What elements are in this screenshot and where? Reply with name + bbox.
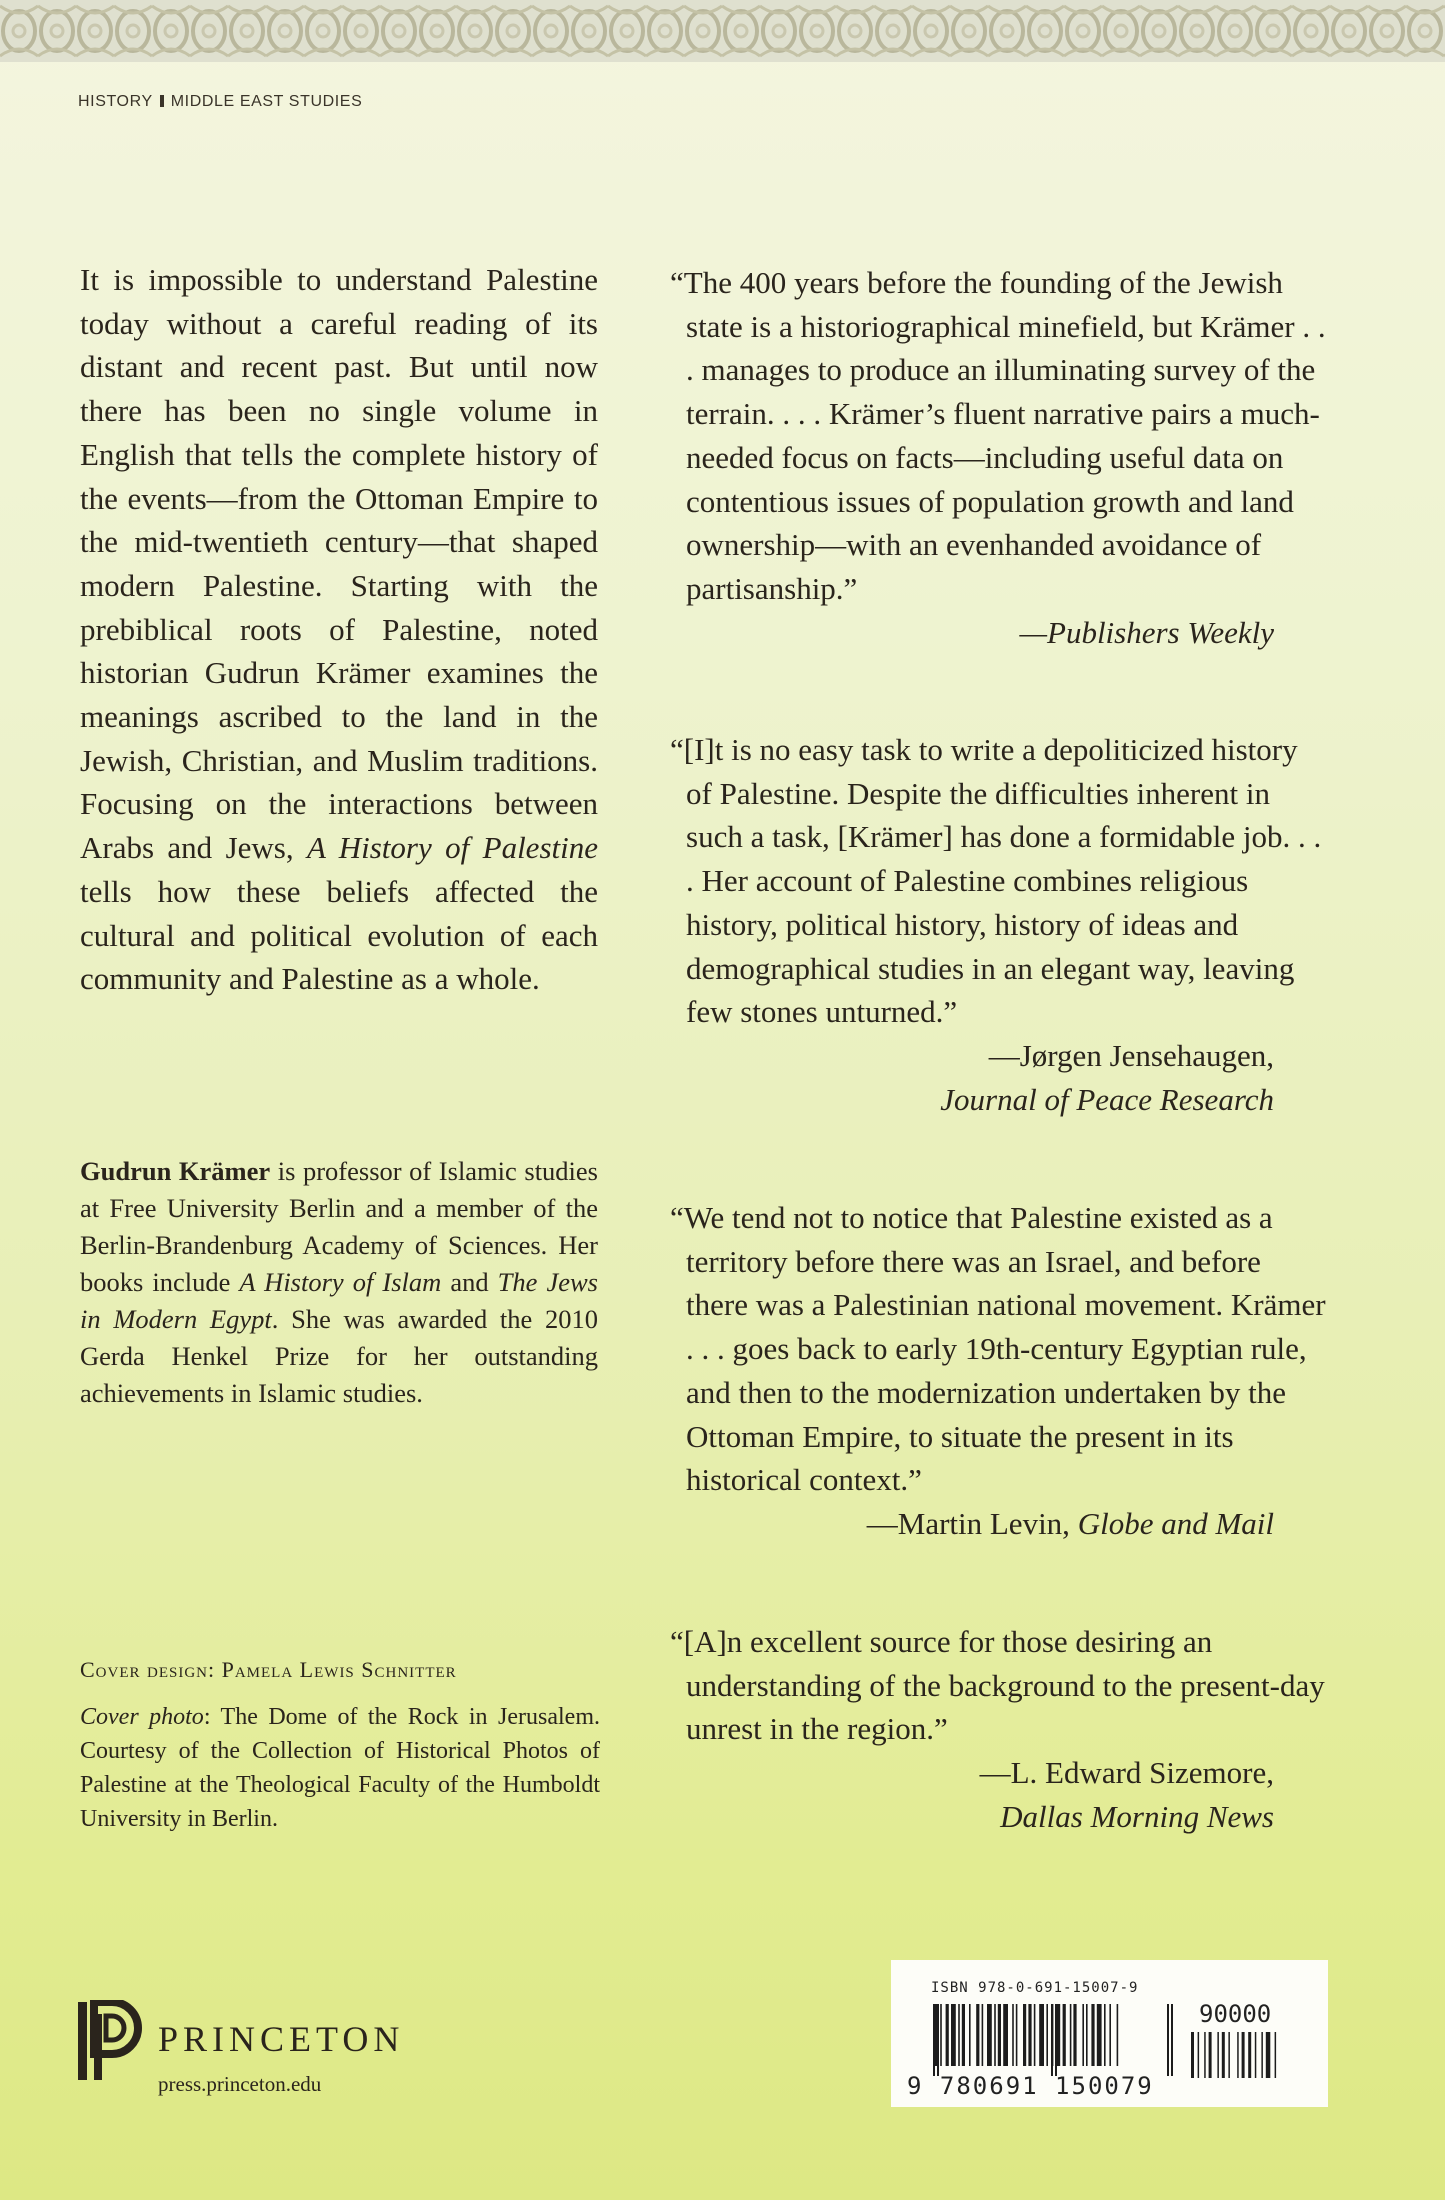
- quote-source: [670, 1502, 1330, 1546]
- description-start: It is impossible to understand Palestine today without a careful reading of its distant and recent past. But until now there has been no single volume in English that tells the complete history of the events—from the Ottoman Empire to the mid-twentieth century—that shaped modern Palestine. Starting with the prebiblical roots of Palestine, noted historian Gudrun Krämer examines the meanings ascribed to the land in the Jewish, Christian, and Muslim traditions. Focusing on the interactions between Arabs and Jews,: [80, 262, 598, 866]
- review-quote: [670, 1620, 1330, 1839]
- cover-photo-label: Cover photo: [80, 1704, 204, 1730]
- bio-text-3: . She was awarded the 2010 Gerda Henkel Prize for her outstanding achievements in Islamic studies.: [80, 1304, 598, 1408]
- publisher-url: press.princeton.edu: [158, 2072, 322, 2096]
- quote-source: [670, 1078, 1330, 1122]
- princeton-p-icon: [76, 2000, 142, 2082]
- quote-publication: Dallas Morning News: [1000, 1798, 1274, 1834]
- quote-source: [670, 611, 1330, 655]
- bio-text-1: is professor of Islamic studies at Free University Berlin and a member of the Berlin-Brandenburg Academy of Sciences. Her books include: [80, 1156, 598, 1297]
- publisher-name: PRINCETON: [158, 2019, 405, 2059]
- bio-book-1: A History of Islam: [239, 1267, 442, 1297]
- isbn-text: ISBN 978-0-691-15007-9: [931, 1980, 1139, 1996]
- category-middle-east: MIDDLE EAST STUDIES: [170, 93, 363, 110]
- quote-publication: Globe and Mail: [1077, 1505, 1274, 1541]
- cover-photo-credit: [80, 1700, 600, 1836]
- quote-author: —Jørgen Jensehaugen,: [988, 1037, 1274, 1073]
- review-quote: [670, 728, 1330, 1121]
- barcode-addon-number: 90000: [1199, 2000, 1272, 2028]
- cover-design-credit: Cover design: Pamela Lewis Schnitter: [80, 1657, 457, 1682]
- review-quote: [670, 1196, 1330, 1546]
- quote-source: [670, 1795, 1330, 1839]
- publisher-logo: [76, 2000, 436, 2110]
- description-text: [80, 258, 598, 1001]
- category-history: HISTORY: [78, 93, 153, 110]
- isbn-barcode: [891, 1960, 1328, 2107]
- barcode-ean-number: 9 780691 150079: [907, 2072, 1154, 2100]
- quote-publication: Journal of Peace Research: [940, 1081, 1274, 1117]
- cover-photo-text: : The Dome of the Rock in Jerusalem. Courtesy of the Collection of Historical Photos of Palestine at the Theological Faculty of the Humboldt University in Berlin.: [80, 1704, 600, 1832]
- bio-text-2: and: [441, 1267, 498, 1297]
- quote-author: —L. Edward Sizemore,: [979, 1755, 1274, 1791]
- book-description: [80, 258, 598, 1001]
- author-name: Gudrun Krämer: [80, 1156, 271, 1186]
- quote-text: “The 400 years before the founding of the Jewish state is a historiographical minefield, but Krämer . . . manages to produce an illuminating survey of the terrain. . . . Krämer’s fluent narrative pairs a much-needed focus on facts—including useful data on contentious issues of population growth and land ownership—with an evenhanded avoidance of partisanship.”: [670, 265, 1326, 606]
- subject-category: [78, 93, 362, 111]
- quote-publication: —Publishers Weekly: [1019, 614, 1274, 650]
- quote-text: “[I]t is no easy task to write a depoliticized history of Palestine. Despite the difficulties inherent in such a task, [Krämer] has done a formidable job. . . . Her account of Palestine combines religious history, political history, history of ideas and demographical studies in an elegant way, leaving few stones unturned.”: [670, 732, 1322, 1030]
- bio-book-2: The Jews in Modern Egypt: [80, 1267, 598, 1334]
- quote-text: “[A]n excellent source for those desiring an understanding of the background to the present-day unrest in the region.”: [670, 1624, 1325, 1747]
- description-end: tells how these beliefs affected the cultural and political evolution of each community and Palestine as a whole.: [80, 873, 598, 997]
- ornamental-border: [0, 0, 1445, 62]
- quote-author: —Martin Levin,: [866, 1505, 1078, 1541]
- quote-text: “We tend not to notice that Palestine existed as a territory before there was an Israel, and before there was a Palestinian national movement. Krämer . . . goes back to early 19th-century Egyptian rule, and then to the modernization undertaken by the Ottoman Empire, to situate the present in its historical context.”: [670, 1200, 1326, 1498]
- review-quote: [670, 261, 1330, 654]
- description-book-title: A History of Palestine: [306, 830, 598, 866]
- category-separator: [160, 95, 164, 107]
- author-bio: [80, 1153, 598, 1412]
